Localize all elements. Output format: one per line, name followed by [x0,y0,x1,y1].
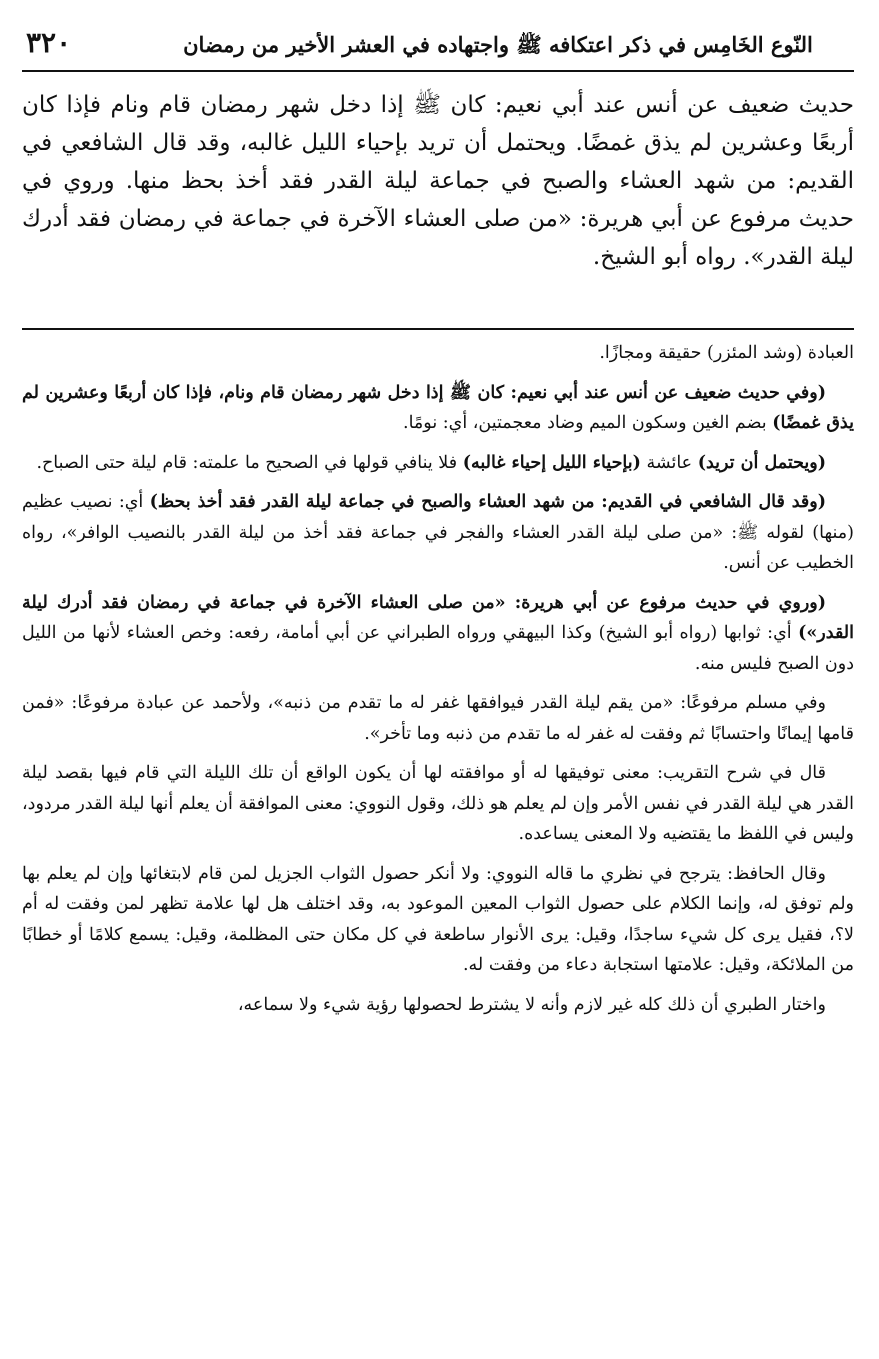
commentary-text: فلا ينافي قولها في الصحيح ما علمته: قام ليلة حتى الصباح. [36,452,463,473]
running-head: النّوع الخَامِس في ذكر اعتكافه ﷺ واجتهاده في العشر الأخير من رمضان [183,32,813,57]
commentary [22,338,854,1020]
commentary-paragraph [22,448,854,479]
commentary-paragraph [22,487,854,579]
quoted-matn: (بإحياء الليل إحياء غالبه) [462,452,641,473]
page-header [22,24,854,72]
commentary-paragraph [22,588,854,680]
commentary-text: أي: ثوابها (رواه أبو الشيخ) وكذا البيهقي ورواه الطبراني عن أبي أمامة، رفعه: وخص العشاء لأنها من الليل دون الصبح فليس منه. [22,623,854,674]
commentary-paragraph [22,758,854,850]
book-page [22,24,854,1336]
commentary-paragraph [22,688,854,749]
commentary-paragraph [22,338,854,369]
commentary-text: العبادة (وشد المئزر) حقيقة ومجازًا. [599,343,854,363]
commentary-paragraph [22,990,854,1021]
quoted-matn: (وقد قال الشافعي في القديم: من شهد العشاء والصبح في جماعة ليلة القدر فقد أخذ بحظ) [149,492,826,512]
commentary-text: بضم الغين وسكون الميم وضاد معجمتين، أي: نومًا. [403,413,773,433]
quoted-matn: (ويحتمل أن تريد) [697,452,826,473]
footnote-divider [22,328,854,330]
commentary-text: وقال الحافظ: يترجح في نظري ما قاله النووي: ولا أنكر حصول الثواب الجزيل لمن قام لابتغائها وإن لم يعلم بها ولم توفق له، وإنما الكلام على حصول الثواب المعين الموعود به، وقد اختلف هل لها علامة تظهر لمن وفقت له أم لا؟، فقيل يرى كل شيء ساجدًا، وقيل: يرى الأنوار ساطعة في كل مكان حتى المظلمة، وقيل: يسمع كلامًا أو خطابًا من الملائكة، وقيل: علامتها استجابة دعاء من وفقت له. [22,863,854,975]
commentary-text: عائشة [640,452,698,473]
commentary-paragraph [22,859,854,981]
page-number: ٣٢٠ [26,26,72,59]
commentary-text: وفي مسلم مرفوعًا: «من يقم ليلة القدر فيوافقها غفر له ما تقدم من ذنبه»، ولأحمد عن عبادة مرفوعًا: «فمن قامها إيمانًا واحتسابًا ثم وفقت له غفر له ما تقدم من ذنبه وما تأخر». [22,693,854,744]
commentary-text: واختار الطبري أن ذلك كله غير لازم وأنه لا يشترط لحصولها رؤية شيء ولا سماعه، [237,994,826,1015]
commentary-paragraph [22,378,854,439]
quoted-matn: (وروي في حديث مرفوع عن أبي هريرة: «من صلى العشاء الآخرة في جماعة في رمضان فقد أدرك ليلة القدر») [22,592,854,643]
commentary-text: أي: نصيب عظيم (منها) لقوله ﷺ: «من صلى ليلة القدر العشاء والفجر في جماعة فقد أخذ من ليلة القدر بالنصيب الوافر»، رواه الخطيب عن أنس. [22,492,854,573]
commentary-text: قال في شرح التقريب: معنى توفيقها له أو موافقته لها أن يكون الواقع أن تلك الليلة التي قام فيها بقصد ليلة القدر هي ليلة القدر في نفس الأمر وإن لم يعلم هو ذلك، وقول النووي: معنى الموافقة أن يعلم أنها ليلة القدر مردود، وليس في اللفظ ما يقتضيه ولا المعنى يساعده. [22,763,854,844]
main-text: حديث ضعيف عن أنس عند أبي نعيم: كان ﷺ إذا دخل شهر رمضان قام ونام فإذا كان أربعًا وعشرين لم يذق غمضًا. ويحتمل أن تريد بإحياء الليل غالبه، وقد قال الشافعي في القديم: من شهد العشاء والصبح في جماعة ليلة القدر فقد أخذ بحظ منها. وروي في حديث مرفوع عن أبي هريرة: «من صلى العشاء الآخرة في جماعة في رمضان فقد أدرك ليلة القدر». رواه أبو الشيخ. [22,92,854,270]
quoted-matn: (وفي حديث ضعيف عن أنس عند أبي نعيم: كان ﷺ إذا دخل شهر رمضان قام ونام، فإذا كان أربعًا وعشرين لم يذق غمضًا) [22,382,854,433]
